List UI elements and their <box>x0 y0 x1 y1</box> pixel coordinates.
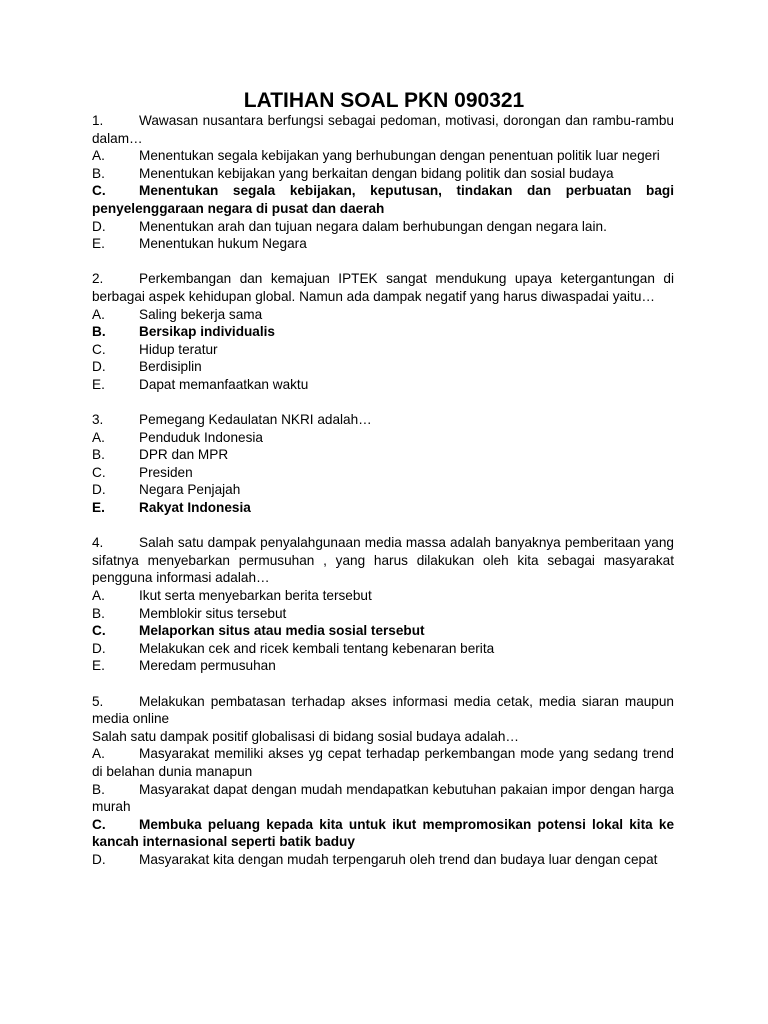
question-number: 4. <box>92 535 104 551</box>
answer-option <box>92 446 674 464</box>
answer-option <box>92 429 674 447</box>
option-text: Masyarakat dapat dengan mudah mendapatkan kebutuhan pakaian impor dengan harga murah <box>92 781 674 815</box>
option-text: Negara Penjajah <box>139 482 241 498</box>
option-text: Masyarakat memiliki akses yg cepat terhadap perkembangan mode yang sedang trend di belahan dunia manapun <box>92 746 674 779</box>
option-text: Berdisiplin <box>139 359 202 375</box>
answer-option <box>92 605 674 623</box>
option-text: Penduduk Indonesia <box>139 429 263 445</box>
option-text: Menentukan hukum Negara <box>139 236 307 252</box>
question-number: 1. <box>92 113 104 128</box>
answer-option-correct <box>92 499 674 517</box>
option-letter: D. <box>92 218 106 234</box>
option-letter: A. <box>92 746 105 762</box>
question-stem <box>92 534 674 587</box>
answer-option <box>92 306 674 324</box>
option-letter: E. <box>92 500 105 516</box>
answer-option-correct <box>92 622 674 640</box>
answer-option-correct <box>92 816 674 851</box>
question-2 <box>92 270 674 393</box>
answer-option <box>92 481 674 499</box>
option-letter: E. <box>92 236 105 252</box>
option-letter: A. <box>92 588 105 604</box>
option-text: Menentukan kebijakan yang berkaitan dengan bidang politik dan sosial budaya <box>139 165 614 181</box>
option-letter: B. <box>92 605 105 621</box>
answer-option <box>92 657 674 675</box>
question-stem <box>92 728 674 746</box>
option-letter: A. <box>92 148 105 164</box>
option-letter: A. <box>92 306 105 322</box>
answer-option-correct <box>92 182 674 217</box>
question-stem <box>92 693 674 728</box>
question-text: Salah satu dampak positif globalisasi di bidang sosial budaya adalah… <box>92 728 519 744</box>
answer-option <box>92 165 674 183</box>
option-text: Dapat memanfaatkan waktu <box>139 376 309 392</box>
option-letter: B. <box>92 165 105 181</box>
option-letter: C. <box>92 623 106 639</box>
option-text: Bersikap individualis <box>139 324 275 340</box>
option-letter: C. <box>92 816 106 832</box>
option-letter: B. <box>92 781 105 797</box>
option-text: Membuka peluang kepada kita untuk ikut mempromosikan potensi lokal kita ke kancah internasional seperti batik baduy <box>92 816 674 850</box>
option-text: Melaporkan situs atau media sosial tersebut <box>139 623 425 639</box>
option-letter: D. <box>92 851 106 867</box>
option-letter: B. <box>92 447 105 463</box>
option-letter: E. <box>92 376 105 392</box>
answer-option <box>92 341 674 359</box>
question-number: 5. <box>92 693 104 709</box>
option-text: Menentukan segala kebijakan, keputusan, tindakan dan perbuatan bagi penyelenggaraan negara di pusat dan daerah <box>92 183 674 216</box>
question-stem <box>92 112 674 147</box>
question-stem <box>92 270 674 305</box>
answer-option <box>92 781 674 816</box>
answer-option <box>92 376 674 394</box>
option-letter: C. <box>92 341 106 357</box>
answer-option <box>92 218 674 236</box>
document-title: LATIHAN SOAL PKN 090321 <box>243 89 525 112</box>
answer-option <box>92 358 674 376</box>
option-text: Presiden <box>139 464 193 480</box>
option-letter: D. <box>92 359 106 375</box>
answer-option <box>92 587 674 605</box>
option-text: DPR dan MPR <box>139 447 229 463</box>
option-letter: A. <box>92 429 105 445</box>
question-text: Wawasan nusantara berfungsi sebagai pedoman, motivasi, dorongan dan rambu-rambu dalam… <box>92 113 674 146</box>
answer-option-correct <box>92 323 674 341</box>
option-text: Memblokir situs tersebut <box>139 605 287 621</box>
question-3 <box>92 411 674 517</box>
question-text: Salah satu dampak penyalahgunaan media massa adalah banyaknya pemberitaan yang sifatnya menyebarkan permusuhan , yang harus dilakukan oleh kita sebagai masyarakat pengguna informasi adalah… <box>92 535 674 586</box>
question-5 <box>92 693 674 869</box>
option-letter: B. <box>92 324 106 340</box>
option-text: Rakyat Indonesia <box>139 500 251 516</box>
answer-option <box>92 464 674 482</box>
question-text: Pemegang Kedaulatan NKRI adalah… <box>139 412 372 428</box>
question-text: Melakukan pembatasan terhadap akses informasi media cetak, media siaran maupun media online <box>92 693 674 727</box>
question-text: Perkembangan dan kemajuan IPTEK sangat mendukung upaya ketergantungan di berbagai aspek kehidupan global. Namun ada dampak negatif yang harus diwaspadai yaitu… <box>92 271 674 304</box>
question-1 <box>92 112 674 253</box>
answer-option <box>92 235 674 253</box>
option-text: Menentukan arah dan tujuan negara dalam berhubungan dengan negara lain. <box>139 218 607 234</box>
option-text: Menentukan segala kebijakan yang berhubungan dengan penentuan politik luar negeri <box>139 148 660 164</box>
question-number: 3. <box>92 412 104 428</box>
answer-option <box>92 745 674 780</box>
option-text: Melakukan cek and ricek kembali tentang kebenaran berita <box>139 640 495 656</box>
option-letter: D. <box>92 640 106 656</box>
question-4 <box>92 534 674 675</box>
option-letter: E. <box>92 658 105 674</box>
option-text: Ikut serta menyebarkan berita tersebut <box>139 588 372 604</box>
option-text: Saling bekerja sama <box>139 306 263 322</box>
option-letter: D. <box>92 482 106 498</box>
question-stem <box>92 411 674 429</box>
answer-option <box>92 640 674 658</box>
question-list <box>92 112 674 886</box>
option-text: Hidup teratur <box>139 341 218 357</box>
option-letter: C. <box>92 464 106 480</box>
option-text: Masyarakat kita dengan mudah terpengaruh oleh trend dan budaya luar dengan cepat <box>139 851 658 867</box>
question-number: 2. <box>92 271 104 287</box>
answer-option <box>92 147 674 165</box>
option-letter: C. <box>92 183 106 199</box>
option-text: Meredam permusuhan <box>139 658 276 674</box>
answer-option <box>92 851 674 869</box>
